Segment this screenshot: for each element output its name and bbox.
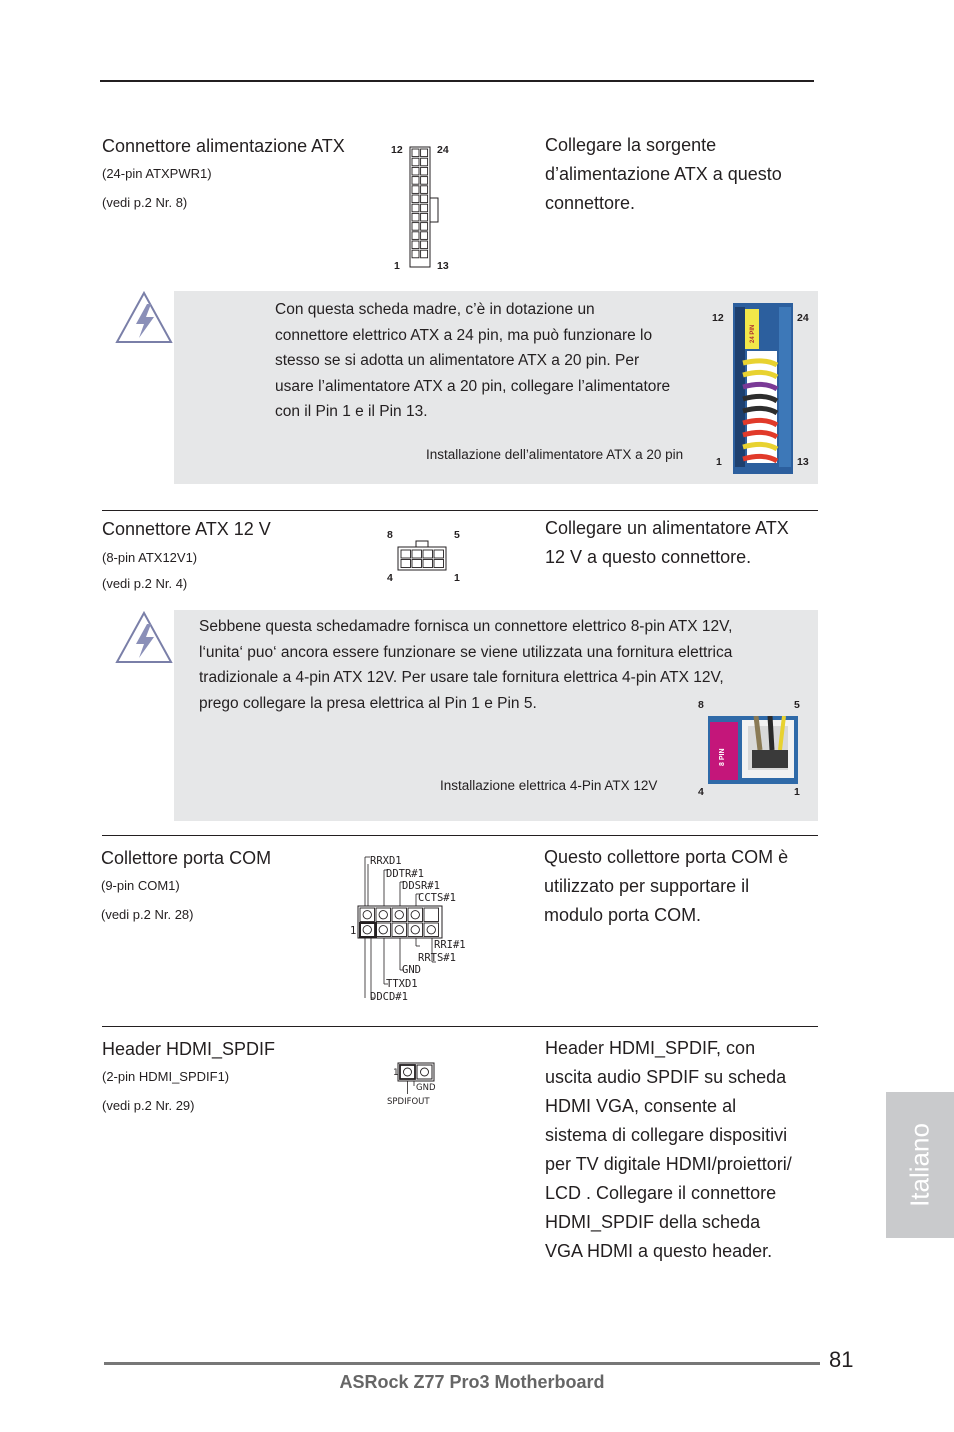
atx-note-line: connettore elettrico ATX a 24 pin, ma può funzionare lo: [275, 326, 653, 344]
atx12v-pin-8: 8: [387, 529, 393, 541]
com-sub2: (vedi p.2 Nr. 28): [101, 907, 194, 922]
atx12v-8pin-connector-diagram: [396, 540, 448, 572]
pin-cell: [421, 223, 428, 231]
com-label-ddtr1: DDTR#1: [386, 868, 424, 880]
atx-20pin-install-photo: [733, 303, 793, 474]
com-label-rri1: RRI#1: [434, 939, 466, 951]
pin-cell: [412, 232, 419, 240]
atx12v-photo-label: 8 PIN: [719, 748, 726, 766]
atx-photo-label: 24 PIN: [750, 324, 756, 343]
section-rule: [102, 510, 818, 511]
pin-cell: [412, 149, 419, 157]
com-label-rrxd1: RRXD1: [370, 855, 402, 867]
atx-sub2: (vedi p.2 Nr. 8): [102, 195, 188, 210]
atx-note-line: con il Pin 1 e il Pin 13.: [275, 403, 428, 420]
pin-cell: [421, 186, 428, 194]
pin-cell: [412, 241, 419, 249]
atx12v-note-line: l‘unita‘ puo‘ ancora essere funzionare se viene utilizzata una fornitura elettrica: [199, 643, 733, 661]
hdmi-title: Header HDMI_SPDIF: [102, 1039, 276, 1059]
atx-pin-24: 24: [437, 144, 449, 156]
hdmi-desc-line: LCD . Collegare il connettore: [545, 1183, 777, 1203]
atx12v-sub1: (8-pin ATX12V1): [102, 550, 198, 565]
com-label-ccts1: CCTS#1: [418, 892, 456, 904]
atx12v-note-line: prego collegare la presa elettrica al Pin 1 e Pin 5.: [199, 694, 537, 712]
atx12v-desc: [545, 514, 825, 572]
pin-cell: [412, 204, 419, 212]
warning-icon: [114, 610, 174, 666]
atx-note-line: Con questa scheda madre, c’è in dotazione un: [275, 301, 595, 318]
com-label-rrts1: RRTS#1: [418, 952, 456, 964]
com-label-ddsr1: DDSR#1: [402, 880, 440, 892]
pin-cell: [421, 177, 428, 185]
hdmi-sub2: (vedi p.2 Nr. 29): [102, 1098, 195, 1113]
com-pin1-label: 1: [350, 925, 357, 937]
atx-desc-line: d’alimentazione ATX a questo: [545, 164, 782, 184]
atx12v-pin-5: 5: [454, 529, 460, 541]
com-9pin-header-diagram: [348, 852, 478, 1004]
atx12v-note-line: Sebbene questa schedamadre fornisca un connettore elettrico 8-pin ATX 12V,: [199, 618, 733, 635]
atx-pin-13: 13: [437, 260, 449, 272]
pin-cell: [421, 250, 428, 258]
atx-note-text: [275, 297, 715, 425]
footer-rule: [104, 1362, 820, 1365]
com-label-ddcd1: DDCD#1: [370, 991, 408, 1003]
atx12v-desc-line: 12 V a questo connettore.: [545, 547, 752, 567]
atx-24pin-connector-diagram: [405, 146, 441, 270]
pin-cell: [401, 560, 411, 568]
page-number: 81: [829, 1347, 854, 1372]
hdmi-spdif-header-diagram: [384, 1058, 448, 1108]
atx-photo-pin-24: 24: [797, 312, 809, 324]
pin-cell: [421, 213, 428, 221]
hdmi-desc-line: HDMI_SPDIF della scheda: [545, 1212, 761, 1232]
atx12v-pin-1: 1: [454, 572, 460, 584]
pin-cell: [434, 560, 444, 568]
atx-photo-pin-13: 13: [797, 456, 809, 468]
com-desc-line: modulo porta COM.: [544, 905, 702, 925]
section-rule: [102, 835, 818, 836]
pin-cell: [412, 177, 419, 185]
atx12v-photo-pin-1: 1: [794, 786, 800, 798]
com-title: Collettore porta COM: [101, 848, 272, 868]
atx-note-line: usare l’alimentatore ATX a 20 pin, collegare l’alimentatore: [275, 377, 671, 395]
atx12v-pin-4: 4: [387, 572, 393, 584]
atx12v-note-text: [199, 614, 809, 716]
hdmi-desc-line: sistema di collegare dispositivi: [545, 1125, 788, 1145]
top-rule: [100, 80, 814, 82]
atx-desc: [545, 131, 825, 218]
section-rule: [102, 1026, 818, 1027]
language-side-tab-label: Italiano: [904, 1123, 935, 1207]
pin-cell: [423, 550, 433, 558]
warning-icon: [114, 290, 174, 346]
atx-photo-pin-1: 1: [716, 456, 722, 468]
pin-cell: [421, 241, 428, 249]
hdmi-desc-line: Header HDMI_SPDIF, con: [545, 1038, 756, 1058]
atx12v-4pin-install-photo: [708, 716, 798, 784]
pin-cell: [421, 232, 428, 240]
pin-cell: [412, 213, 419, 221]
hdmi-spdifout-label: SPDIFOUT: [387, 1097, 430, 1107]
atx12v-photo-pin-5: 5: [794, 699, 800, 711]
pin-cell: [412, 186, 419, 194]
footer-title: ASRock Z77 Pro3 Motherboard: [339, 1372, 605, 1392]
pin-cell: [421, 195, 428, 203]
atx12v-note-line: tradizionale a 4-pin ATX 12V. Per usare tale fornitura elettrica 4-pin ATX 12V,: [199, 669, 724, 686]
pin-cell: [421, 158, 428, 166]
pin-cell: [412, 195, 419, 203]
atx-pin-1: 1: [394, 260, 400, 272]
hdmi-desc-line: per TV digitale HDMI/proiettori/: [545, 1154, 792, 1174]
atx-sub1: (24-pin ATXPWR1): [102, 166, 212, 181]
hdmi-desc: [545, 1034, 835, 1266]
atx12v-photo-pin-8: 8: [698, 699, 704, 711]
hdmi-desc-line: uscita audio SPDIF su scheda: [545, 1067, 787, 1087]
atx-note-caption: Installazione dell’alimentatore ATX a 20 pin: [426, 447, 684, 462]
hdmi-desc-line: HDMI VGA, consente al: [545, 1096, 737, 1116]
atx-title: Connettore alimentazione ATX: [102, 136, 345, 156]
com-desc-line: Questo collettore porta COM è: [544, 847, 789, 867]
pin-cell: [412, 223, 419, 231]
atx12v-note-caption: Installazione elettrica 4-Pin ATX 12V: [440, 778, 658, 793]
hdmi-pin1-label: 1: [393, 1068, 399, 1078]
pin-cell: [434, 550, 444, 558]
pin-cell: [412, 550, 422, 558]
pin-cell: [412, 250, 419, 258]
atx-pin-12: 12: [391, 144, 403, 156]
atx-desc-line: connettore.: [545, 193, 636, 213]
pin-cell: [421, 167, 428, 175]
atx-note-line: stesso se si adotta un alimentatore ATX a 20 pin. Per: [275, 352, 640, 369]
com-desc: [544, 843, 824, 930]
com-sub1: (9-pin COM1): [101, 878, 180, 893]
pin-cell: [412, 560, 422, 568]
atx12v-title: Connettore ATX 12 V: [102, 519, 271, 539]
com-desc-line: utilizzato per supportare il: [544, 876, 750, 896]
pin-cell: [421, 149, 428, 157]
pin-cell: [423, 560, 433, 568]
atx-photo-pin-12: 12: [712, 312, 724, 324]
pin-cell: [412, 167, 419, 175]
atx-desc-line: Collegare la sorgente: [545, 135, 717, 155]
hdmi-gnd-label: GND: [416, 1083, 436, 1093]
hdmi-sub1: (2-pin HDMI_SPDIF1): [102, 1069, 230, 1084]
hdmi-desc-line: VGA HDMI a questo header.: [545, 1241, 773, 1261]
com-label-gnd: GND: [402, 964, 421, 976]
com-label-ttxd1: TTXD1: [386, 978, 418, 990]
atx12v-desc-line: Collegare un alimentatore ATX: [545, 518, 789, 538]
pin-cell: [421, 204, 428, 212]
pin-cell: [412, 158, 419, 166]
language-side-tab: [886, 1092, 954, 1238]
atx12v-photo-pin-4: 4: [698, 786, 704, 798]
pin-cell: [401, 550, 411, 558]
atx12v-sub2: (vedi p.2 Nr. 4): [102, 576, 188, 591]
